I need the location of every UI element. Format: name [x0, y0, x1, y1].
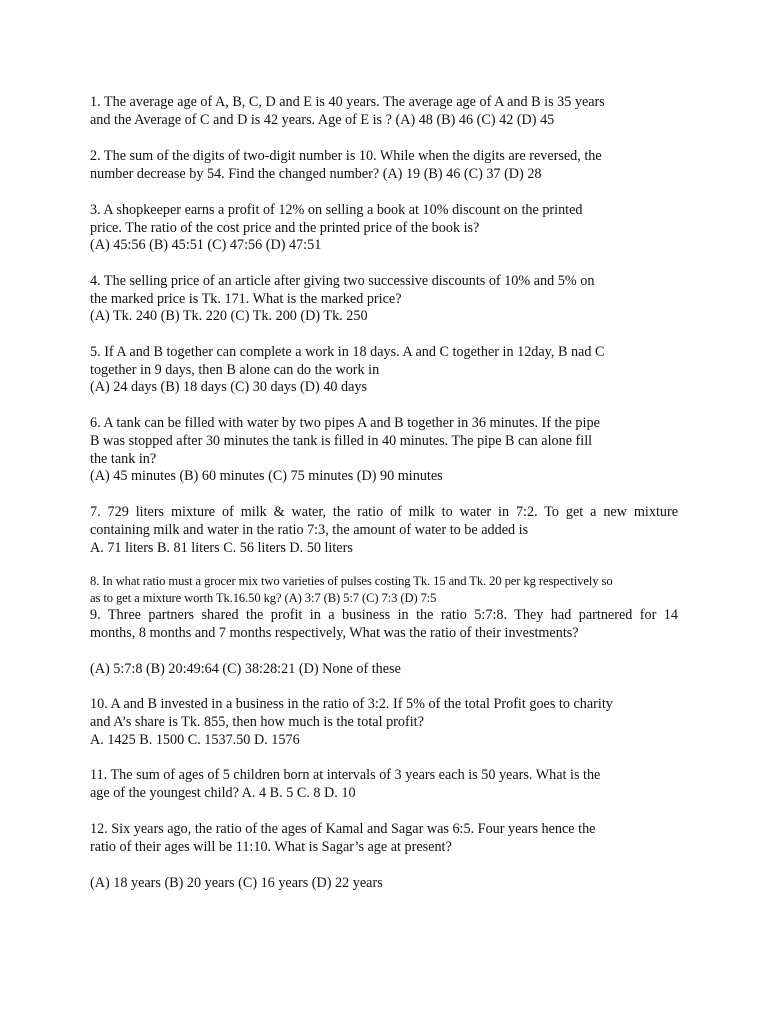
question-8-line-1: 8. In what ratio must a grocer mix two varieties of pulses costing Tk. 15 and Tk. 20 per kg respectively so — [90, 574, 613, 588]
question-6-line-2: B was stopped after 30 minutes the tank is filled in 40 minutes. The pipe B can alone fill — [90, 433, 593, 449]
question-2-line-1: 2. The sum of the digits of two-digit number is 10. While when the digits are reversed, the — [90, 148, 602, 164]
question-10-options: A. 1425 B. 1500 C. 1537.50 D. 1576 — [90, 732, 300, 748]
question-1-line-1: 1. The average age of A, B, C, D and E is 40 years. The average age of A and B is 35 years — [90, 94, 605, 110]
question-10-line-2: and A’s share is Tk. 855, then how much is the total profit? — [90, 714, 424, 730]
question-9-line-1: 9. Three partners shared the profit in a business in the ratio 5:7:8. They had partnered for 14 — [90, 607, 678, 623]
question-11-line-2: age of the youngest child? A. 4 B. 5 C. 8 D. 10 — [90, 785, 356, 801]
question-3-line-2: price. The ratio of the cost price and the printed price of the book is? — [90, 220, 480, 236]
question-6-line-1: 6. A tank can be filled with water by two pipes A and B together in 36 minutes. If the pipe — [90, 415, 600, 431]
question-6-options: (A) 45 minutes (B) 60 minutes (C) 75 minutes (D) 90 minutes — [90, 468, 443, 484]
question-2-line-2: number decrease by 54. Find the changed number? (A) 19 (B) 46 (C) 37 (D) 28 — [90, 166, 542, 182]
question-4-line-1: 4. The selling price of an article after giving two successive discounts of 10% and 5% on — [90, 273, 595, 289]
question-8-line-2: as to get a mixture worth Tk.16.50 kg? (A) 3:7 (B) 5:7 (C) 7:3 (D) 7:5 — [90, 591, 437, 605]
question-12-line-1: 12. Six years ago, the ratio of the ages of Kamal and Sagar was 6:5. Four years hence the — [90, 821, 596, 837]
question-4-line-2: the marked price is Tk. 171. What is the marked price? — [90, 291, 402, 307]
question-12-options: (A) 18 years (B) 20 years (C) 16 years (D) 22 years — [90, 875, 383, 891]
question-11-line-1: 11. The sum of ages of 5 children born at intervals of 3 years each is 50 years. What is the — [90, 767, 601, 783]
question-1-line-2: and the Average of C and D is 42 years. Age of E is ? (A) 48 (B) 46 (C) 42 (D) 45 — [90, 112, 555, 128]
question-7-line-2: containing milk and water in the ratio 7:3, the amount of water to be added is — [90, 522, 529, 538]
question-3-line-1: 3. A shopkeeper earns a profit of 12% on selling a book at 10% discount on the printed — [90, 202, 583, 218]
question-5-line-1: 5. If A and B together can complete a work in 18 days. A and C together in 12day, B nad C — [90, 344, 605, 360]
question-9-line-2: months, 8 months and 7 months respectively, What was the ratio of their investments? — [90, 625, 579, 641]
question-3-options: (A) 45:56 (B) 45:51 (C) 47:56 (D) 47:51 — [90, 237, 322, 253]
question-12-line-2: ratio of their ages will be 11:10. What is Sagar’s age at present? — [90, 839, 452, 855]
question-9-options: (A) 5:7:8 (B) 20:49:64 (C) 38:28:21 (D) None of these — [90, 661, 401, 677]
question-7-line-1: 7. 729 liters mixture of milk & water, the ratio of milk to water in 7:2. To get a new mixture — [90, 504, 678, 520]
question-5-line-2: together in 9 days, then B alone can do the work in — [90, 362, 380, 378]
question-6-line-3: the tank in? — [90, 451, 157, 467]
question-5-options: (A) 24 days (B) 18 days (C) 30 days (D) 40 days — [90, 379, 368, 395]
question-4-options: (A) Tk. 240 (B) Tk. 220 (C) Tk. 200 (D) Tk. 250 — [90, 308, 368, 324]
question-10-line-1: 10. A and B invested in a business in the ratio of 3:2. If 5% of the total Profit goes to charity — [90, 696, 613, 712]
question-7-options: A. 71 liters B. 81 liters C. 56 liters D. 50 liters — [90, 540, 353, 556]
